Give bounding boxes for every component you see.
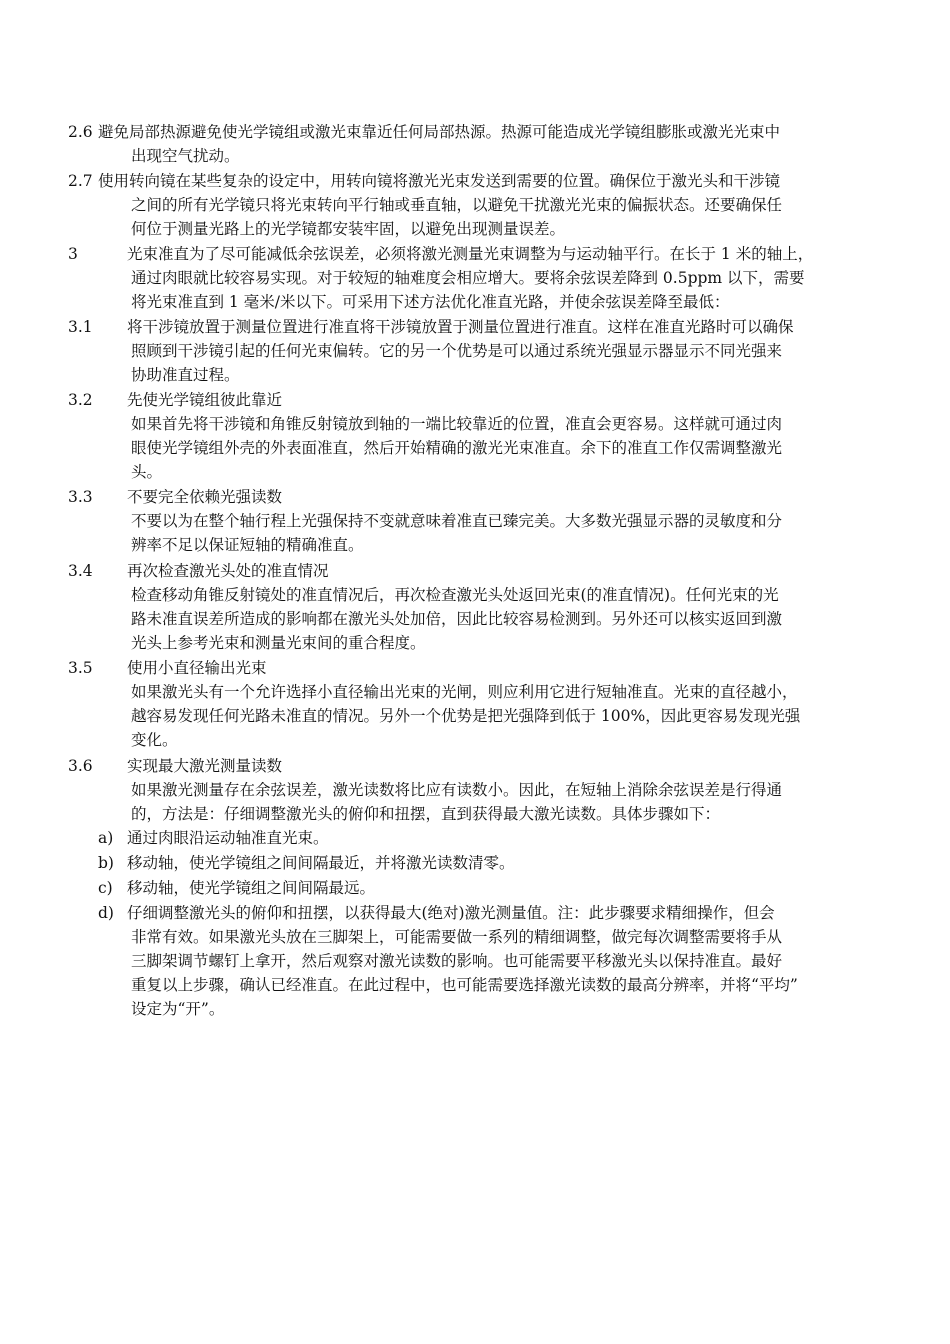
section-text-line: 协助准直过程。 xyxy=(131,366,240,384)
step-text-line: 重复以上步骤，确认已经准直。在此过程中，也可能需要选择激光读数的最高分辨率，并将“平均” xyxy=(131,976,798,994)
step-label: b) xyxy=(98,854,114,872)
section-number: 3.6 xyxy=(68,757,93,775)
section-heading: 先使光学镜组彼此靠近 xyxy=(127,391,283,409)
section-text-line: 通过肉眼就比较容易实现。对于较短的轴难度会相应增大。要将余弦误差降到 0.5ppm 以下，需要 xyxy=(131,269,805,287)
section-text-line: 将光束准直到 1 毫米/米以下。可采用下述方法优化准直光路，并使余弦误差降至最低： xyxy=(131,293,730,311)
step-text-line: 移动轴，使光学镜组之间间隔最远。 xyxy=(127,879,376,897)
section-text-line: 出现空气扰动。 xyxy=(131,147,240,165)
section-text-line: 如果首先将干涉镜和角锥反射镜放到轴的一端比较靠近的位置，准直会更容易。这样就可通过肉 xyxy=(131,415,783,433)
section-text-line: 避免局部热源避免使光学镜组或激光束靠近任何局部热源。热源可能造成光学镜组膨胀或激光光束中 xyxy=(98,123,781,141)
section-heading: 使用小直径输出光束 xyxy=(127,659,267,677)
section-text-line: 照顾到干涉镜引起的任何光束偏转。它的另一个优势是可以通过系统光强显示器显示不同光强来 xyxy=(131,342,783,360)
section-text-line: 光头上参考光束和测量光束间的重合程度。 xyxy=(131,634,426,652)
section-heading: 实现最大激光测量读数 xyxy=(127,757,283,775)
section-text-line: 之间的所有光学镜只将光束转向平行轴或垂直轴，以避免干扰激光光束的偏振状态。还要确保任 xyxy=(131,196,783,214)
step-label: c) xyxy=(98,879,113,897)
section-heading: 再次检查激光头处的准直情况 xyxy=(127,562,329,580)
section-text-line: 辨率不足以保证短轴的精确准直。 xyxy=(131,536,364,554)
step-label: d) xyxy=(98,904,114,922)
step-label: a) xyxy=(98,829,114,847)
section-text-line: 使用转向镜在某些复杂的设定中，用转向镜将激光光束发送到需要的位置。确保位于激光头和干涉镜 xyxy=(98,172,781,190)
step-text-line: 通过肉眼沿运动轴准直光束。 xyxy=(127,829,329,847)
section-text-line: 检查移动角锥反射镜处的准直情况后，再次检查激光头处返回光束(的准直情况)。任何光束的光 xyxy=(131,586,779,604)
section-number: 3.2 xyxy=(68,391,93,409)
section-text-line: 将干涉镜放置于测量位置进行准直将干涉镜放置于测量位置进行准直。这样在准直光路时可以确保 xyxy=(127,318,794,336)
section-text-line: 变化。 xyxy=(131,731,178,749)
section-text-line: 如果激光测量存在余弦误差，激光读数将比应有读数小。因此，在短轴上消除余弦误差是行得通 xyxy=(131,781,783,799)
section-number: 3 xyxy=(68,245,78,263)
section-text-line: 路未准直误差所造成的影响都在激光头处加倍，因此比较容易检测到。另外还可以核实返回到激 xyxy=(131,610,783,628)
section-text-line: 光束准直为了尽可能减低余弦误差，必须将激光测量光束调整为与运动轴平行。在长于 1 米的轴上， xyxy=(127,245,814,263)
section-number: 2.6 xyxy=(68,123,93,141)
section-text-line: 越容易发现任何光路未准直的情况。另外一个优势是把光强降到低于 100%，因此更容易发现光强 xyxy=(131,707,801,725)
step-text-line: 仔细调整激光头的俯仰和扭摆，以获得最大(绝对)激光测量值。注：此步骤要求精细操作，但会 xyxy=(127,904,775,922)
section-text-line: 的，方法是：仔细调整激光头的俯仰和扭摆，直到获得最大激光读数。具体步骤如下： xyxy=(131,805,721,823)
section-number: 2.7 xyxy=(68,172,93,190)
section-number: 3.5 xyxy=(68,659,93,677)
section-number: 3.1 xyxy=(68,318,93,336)
section-text-line: 头。 xyxy=(131,463,163,481)
section-text-line: 不要以为在整个轴行程上光强保持不变就意味着准直已臻完美。大多数光强显示器的灵敏度和分 xyxy=(131,512,783,530)
step-text-line: 设定为“开”。 xyxy=(131,1000,225,1018)
step-text-line: 非常有效。如果激光头放在三脚架上，可能需要做一系列的精细调整，做完每次调整需要将手从 xyxy=(131,928,783,946)
section-number: 3.4 xyxy=(68,562,93,580)
step-text-line: 移动轴，使光学镜组之间间隔最近，并将激光读数清零。 xyxy=(127,854,515,872)
section-text-line: 如果激光头有一个允许选择小直径输出光束的光闸，则应利用它进行短轴准直。光束的直径越小， xyxy=(131,683,798,701)
step-text-line: 三脚架调节螺钉上拿开，然后观察对激光读数的影响。也可能需要平移激光头以保持准直。最好 xyxy=(131,952,783,970)
section-number: 3.3 xyxy=(68,488,93,506)
section-text-line: 眼使光学镜组外壳的外表面准直，然后开始精确的激光光束准直。余下的准直工作仅需调整激光 xyxy=(131,439,783,457)
section-text-line: 何位于测量光路上的光学镜都安装牢固，以避免出现测量误差。 xyxy=(131,220,566,238)
section-heading: 不要完全依赖光强读数 xyxy=(127,488,283,506)
